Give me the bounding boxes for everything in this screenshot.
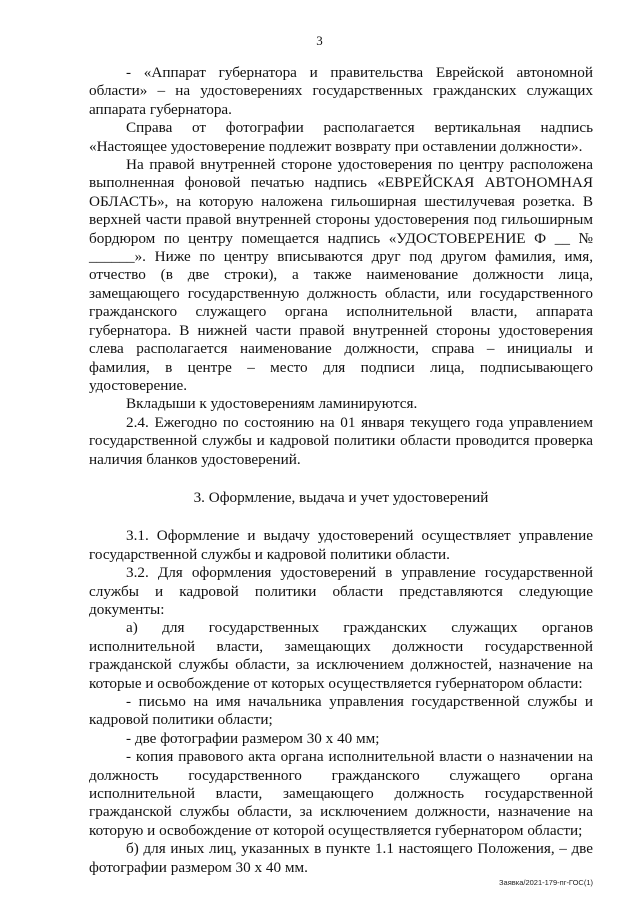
document-body [89,64,593,877]
paragraph: Справа от фотографии располагается вертикальная надпись «Настоящее удостоверение подлежит возврату при оставлении должности». [89,119,593,155]
footer-code: Заявка/2021-179-пг-ГОС(1) [499,878,593,887]
paragraph: 2.4. Ежегодно по состоянию на 01 января текущего года управлением государственной службы и кадровой политики области проводится проверка наличия бланков удостоверений. [89,413,593,468]
paragraph: - копия правового акта органа исполнительной власти о назначении на должность государственного гражданского служащего органа исполнительной власти, замещающего должность государственной гражданской службы области, за исключением должности, назначение на которую и освобождение от которой осуществляется губернатором области; [89,748,593,839]
paragraph: - две фотографии размером 30 х 40 мм; [126,729,380,747]
paragraph: б) для иных лиц, указанных в пункте 1.1 настоящего Положения, – две фотографии размером 30 х 40 мм. [89,840,593,876]
section-heading: 3. Оформление, выдача и учет удостоверений [193,488,489,506]
paragraph: На правой внутренней стороне удостоверения по центру расположена выполненная фоновой печатью надпись «ЕВРЕЙСКАЯ АВТОНОМНАЯ ОБЛАСТЬ», на которую наложена гильоширная шестилучевая розетка. В верхней части правой внутренней стороны удостоверения под гильоширным бордюром по центру помещается надпись «УДОСТОВЕРЕНИЕ Ф __ № ______». Ниже по центру вписываются друг под другом фамилия, имя, отчество (в две строки), а также наименование должности лица, замещающего государственную должность области, или государственного гражданского служащего органа исполнительной власти, аппарата губернатора. В нижней части правой внутренней стороны удостоверения слева располагается наименование должности, справа – инициалы и фамилия, в центре – место для подписи лица, подписывающего удостоверение. [89,156,593,394]
paragraph: 3.2. Для оформления удостоверений в управление государственной службы и кадровой политики области представляются следующие документы: [89,564,593,618]
paragraph: а) для государственных гражданских служащих органов исполнительной власти, замещающих должности государственной гражданской службы области, за исключением должностей, назначение на которые и освобождение от которых осуществляется губернатором области: [89,619,593,692]
paragraph: Вкладыши к удостоверениям ламинируются. [126,395,418,413]
page-number: 3 [316,33,323,48]
paragraph: 3.1. Оформление и выдачу удостоверений осуществляет управление государственной службы и кадровой политики области. [89,527,593,563]
paragraph: - письмо на имя начальника управления государственной службы и кадровой политики области; [89,693,593,729]
paragraph: - «Аппарат губернатора и правительства Еврейской автономной области» – на удостоверениях государственных гражданских служащих аппарата губернатора. [89,64,593,118]
